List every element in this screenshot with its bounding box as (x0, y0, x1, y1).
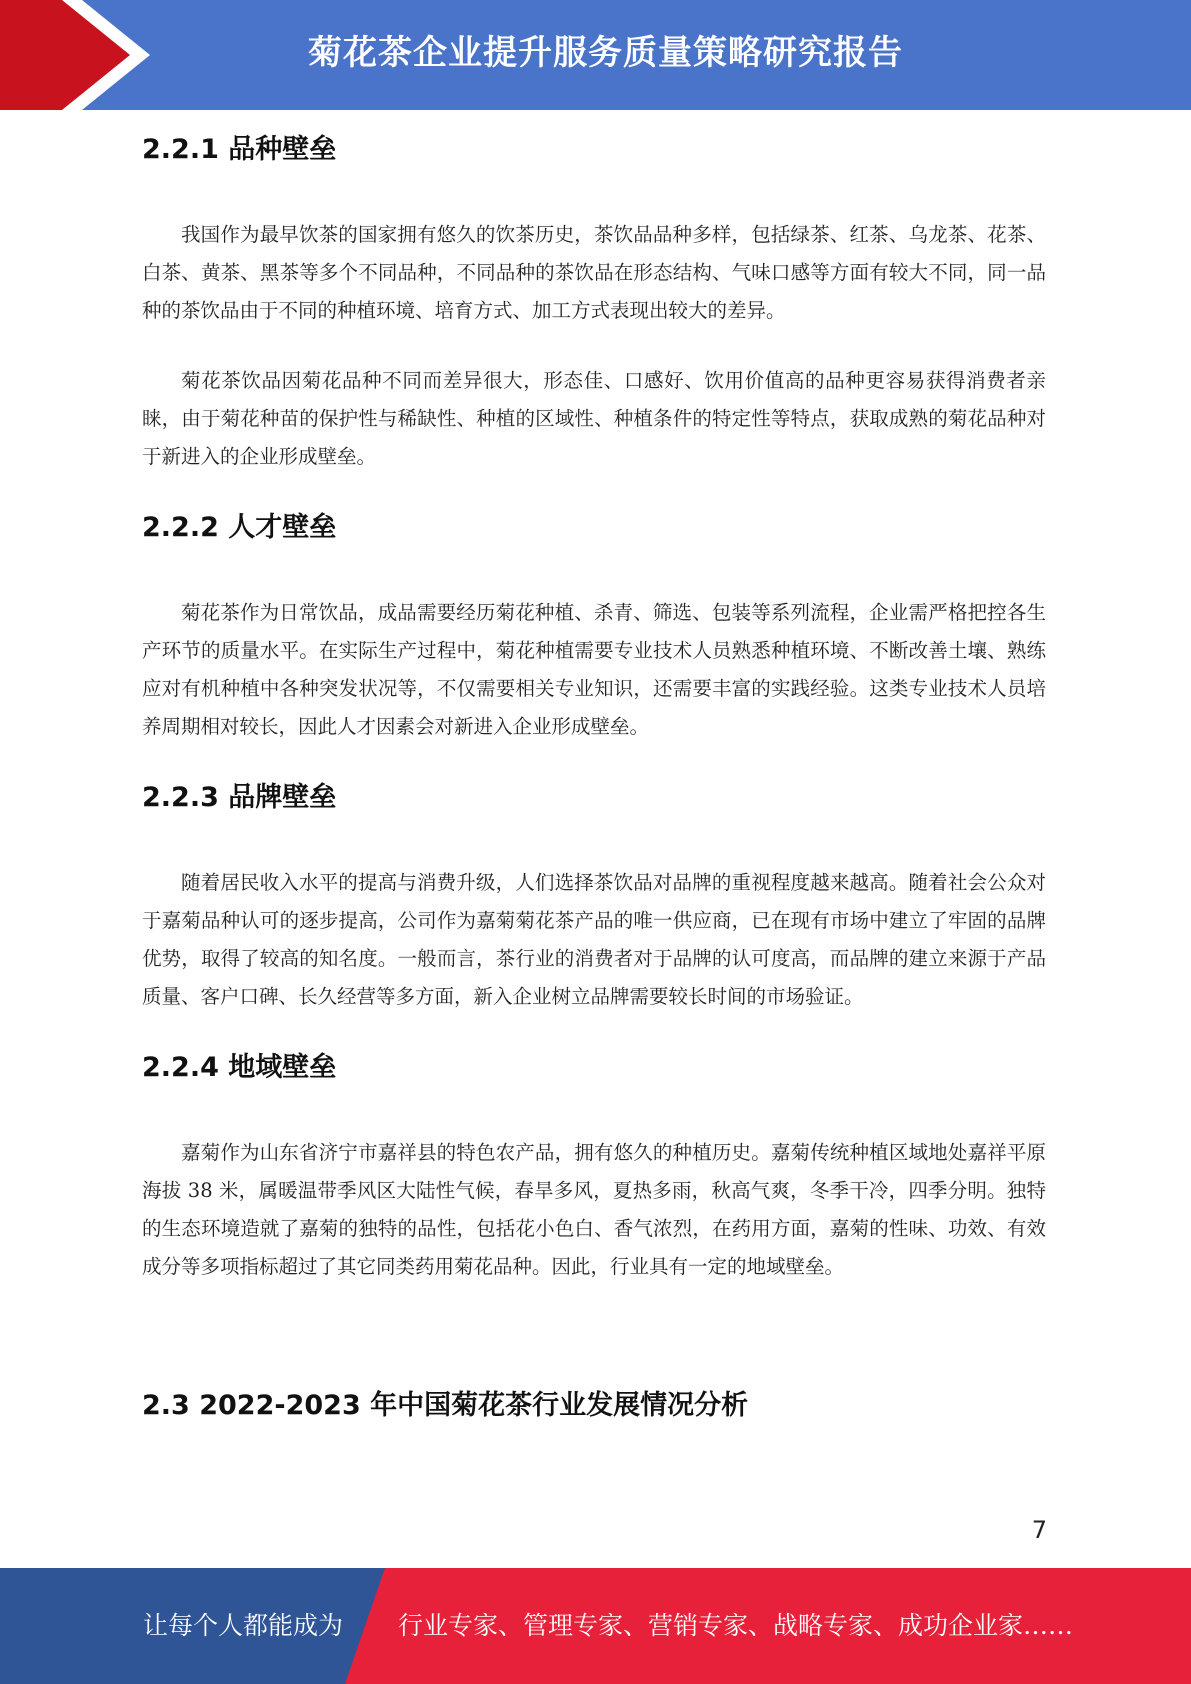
section-heading-2-3: 2.3 2022-2023 年中国菊花茶行业发展情况分析 (142, 1390, 749, 1421)
paragraph: 菊花茶作为日常饮品，成品需要经历菊花种植、杀青、筛选、包装等系列流程，企业需严格把控各生产环节的质量水平。在实际生产过程中，菊花种植需要专业技术人员熟悉种植环境、不断改善土壤、熟练应对有机种植中各种突发状况等，不仅需要相关专业知识，还需要丰富的实践经验。这类专业技术人员培养周期相对较长，因此人才因素会对新进入企业形成壁垒。 (142, 601, 1046, 738)
report-title: 菊花茶企业提升服务质量策略研究报告 (308, 33, 903, 73)
section-heading-2-2-2: 2.2.2 人才壁垒 (142, 512, 337, 543)
page-footer (0, 1568, 1191, 1684)
section-heading-2-2-1: 2.2.1 品种壁垒 (142, 134, 337, 165)
document-body (142, 118, 1046, 1438)
page-number: 7 (1031, 1516, 1047, 1544)
paragraph: 嘉菊作为山东省济宁市嘉祥县的特色农产品，拥有悠久的种植历史。嘉菊传统种植区域地处嘉祥平原海拔 38 米，属暖温带季风区大陆性气候，春旱多风，夏热多雨，秋高气爽，冬季干冷，四季分明。独特的生态环境造就了嘉菊的独特的品性，包括花小色白、香气浓烈，在药用方面，嘉菊的性味、功效、有效成分等多项指标超过了其它同类药用菊花品种。因此，行业具有一定的地域壁垒。 (142, 1141, 1046, 1278)
paragraph: 我国作为最早饮茶的国家拥有悠久的饮茶历史，茶饮品品种多样，包括绿茶、红茶、乌龙茶、花茶、白茶、黄茶、黑茶等多个不同品种，不同品种的茶饮品在形态结构、气味口感等方面有较大不同，同一品种的茶饮品由于不同的种植环境、培育方式、加工方式表现出较大的差异。 (142, 223, 1046, 322)
section-heading-2-2-3: 2.2.3 品牌壁垒 (142, 782, 337, 813)
footer-slogan-left: 让每个人都能成为 (143, 1611, 344, 1640)
footer-slogan-right: 行业专家、管理专家、营销专家、战略专家、成功企业家…… (398, 1611, 1074, 1640)
paragraph: 菊花茶饮品因菊花品种不同而差异很大，形态佳、口感好、饮用价值高的品种更容易获得消费者亲睐，由于菊花种苗的保护性与稀缺性、种植的区域性、种植条件的特定性等特点，获取成熟的菊花品种对于新进入的企业形成壁垒。 (142, 369, 1046, 468)
page-header (0, 0, 1191, 110)
paragraph: 随着居民收入水平的提高与消费升级，人们选择茶饮品对品牌的重视程度越来越高。随着社会公众对于嘉菊品种认可的逐步提高，公司作为嘉菊菊花茶产品的唯一供应商，已在现有市场中建立了牢固的品牌优势，取得了较高的知名度。一般而言，茶行业的消费者对于品牌的认可度高，而品牌的建立来源于产品质量、客户口碑、长久经营等多方面，新入企业树立品牌需要较长时间的市场验证。 (142, 871, 1046, 1008)
section-heading-2-2-4: 2.2.4 地域壁垒 (142, 1052, 337, 1083)
